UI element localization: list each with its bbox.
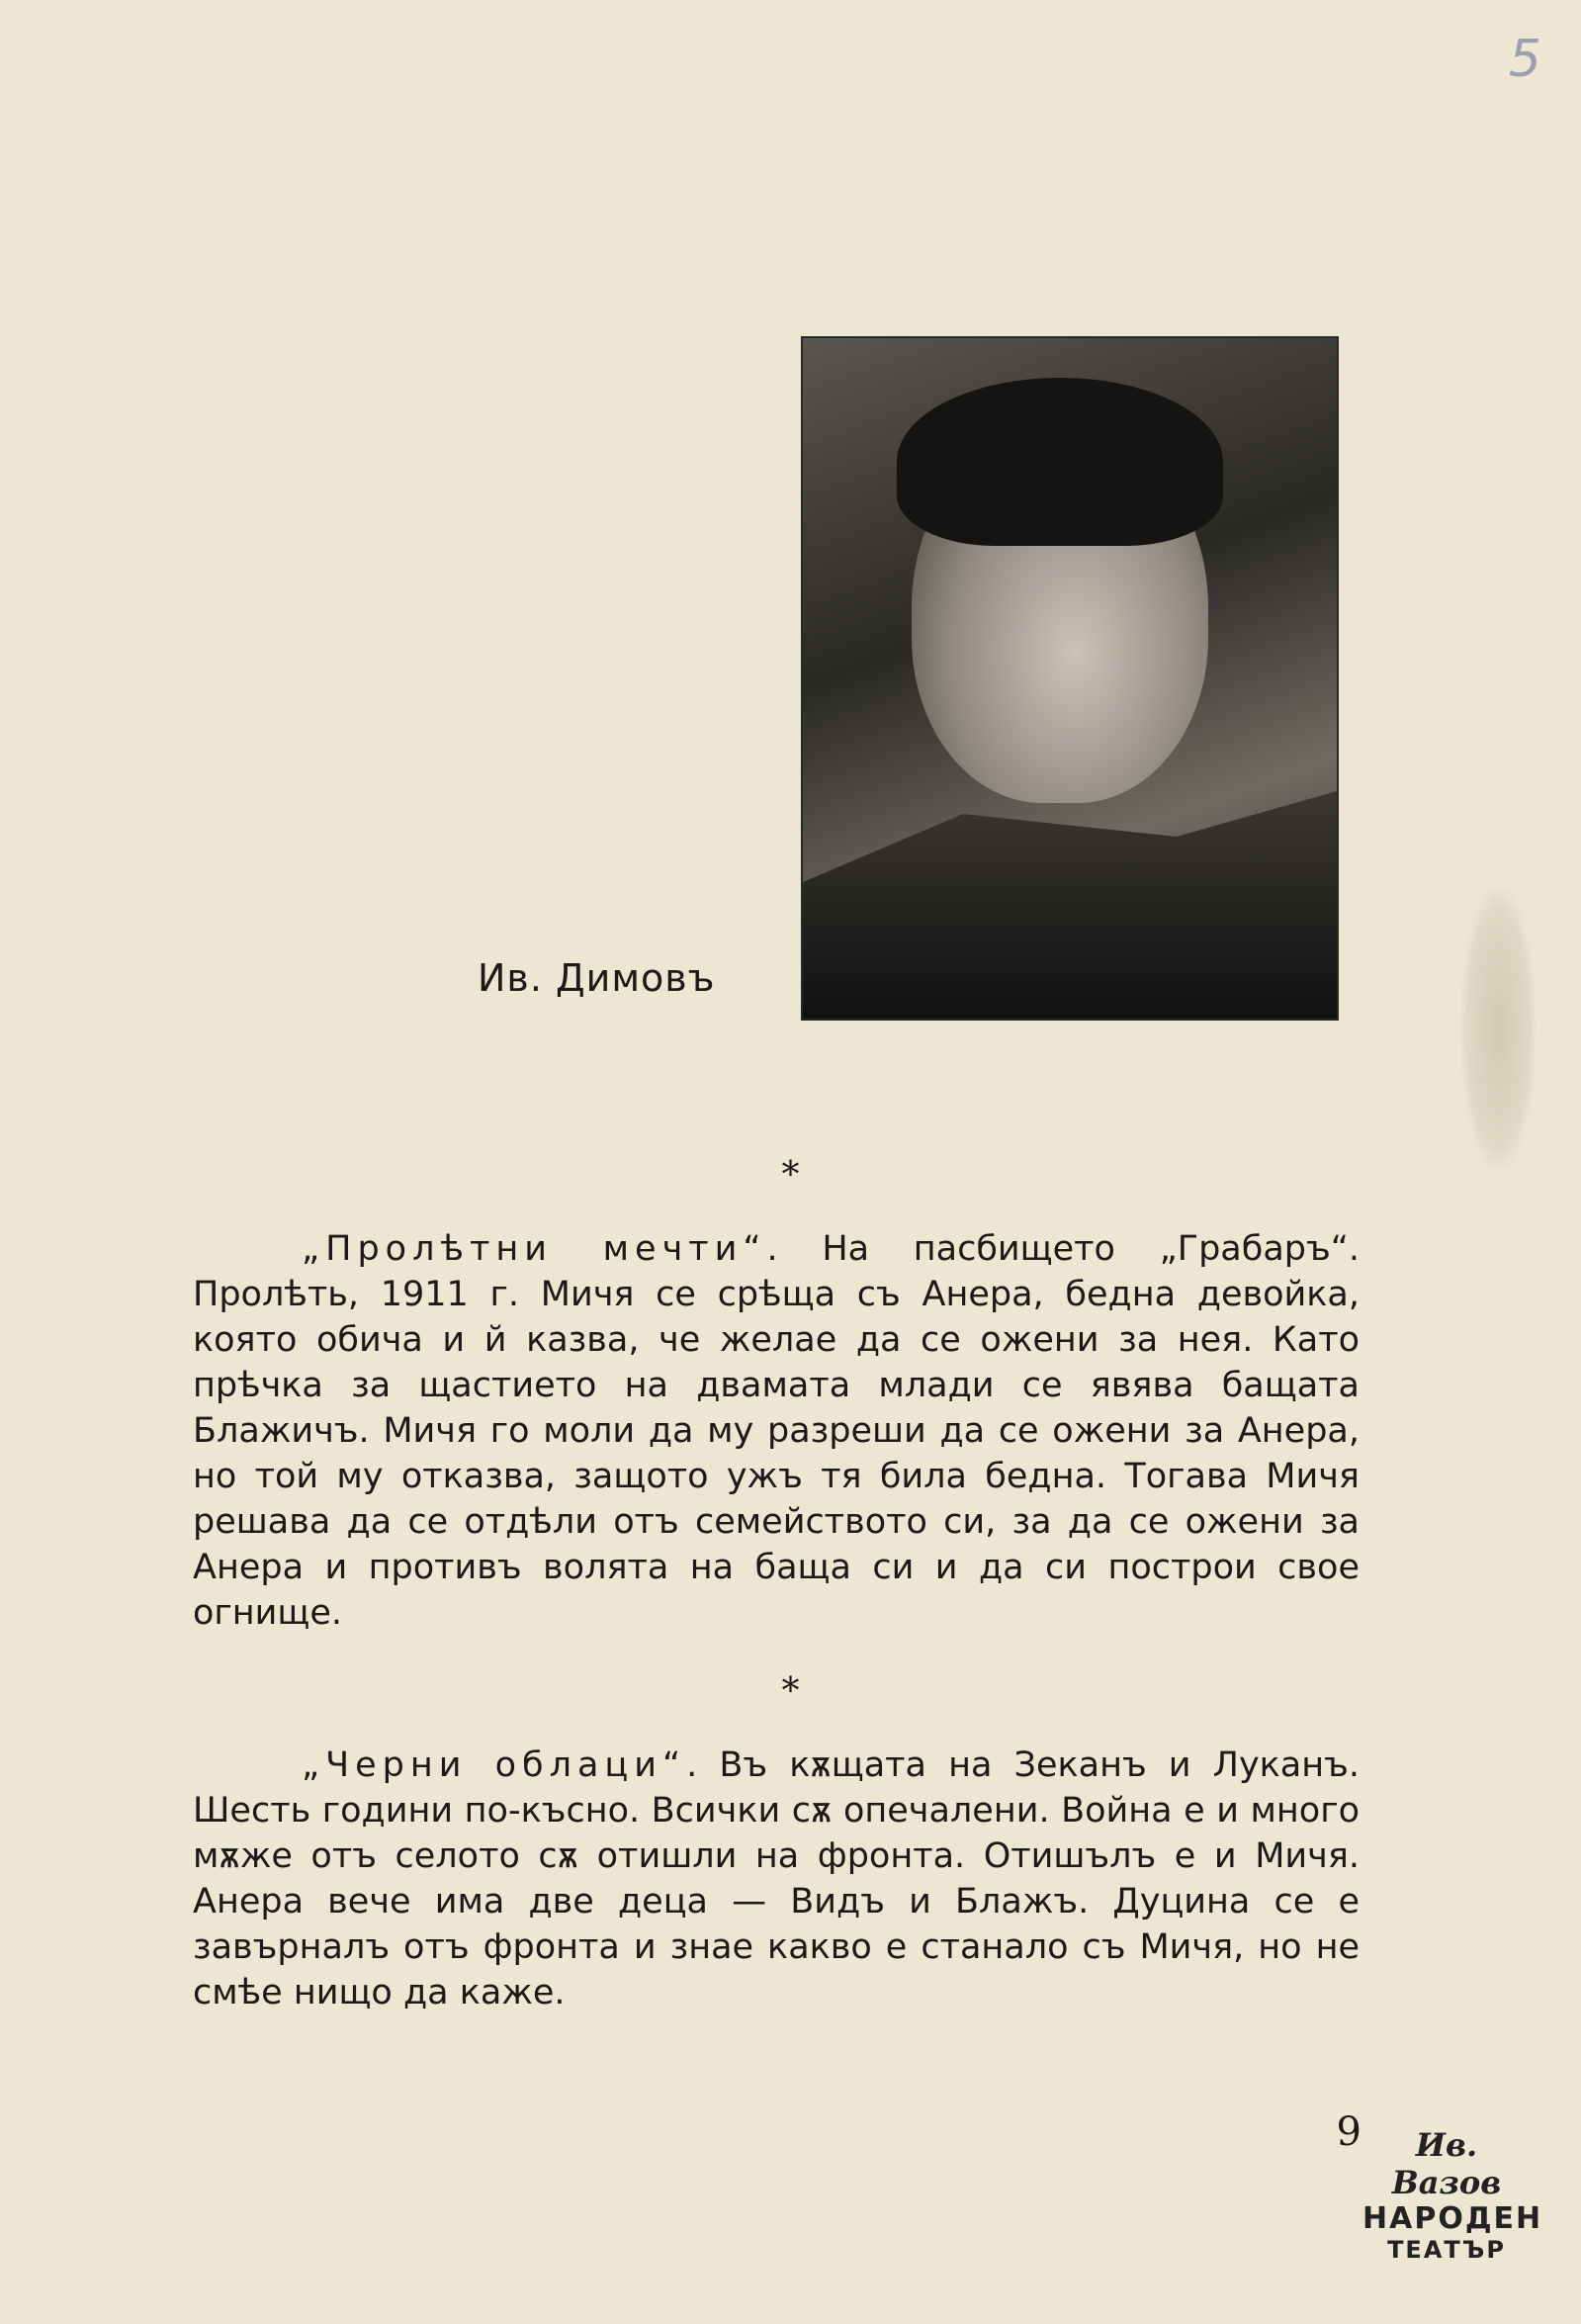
paragraph-1-title: „Пролѣтни мечти“: [302, 1229, 767, 1269]
paragraph-1: [193, 1226, 1360, 1636]
paragraph-2-text: . Въ кѫщата на Зеканъ и Луканъ. Шесть години по-късно. Всички сѫ опечалени. Война е и много мѫже отъ селото сѫ отишли на фронта. Отишълъ е и Мичя. Анера вече има две деца — Видъ и Блажъ. Дуцина се е завърналъ отъ фронта и знае какво е станало съ Мичя, но не смѣе нищо да каже.: [193, 1745, 1360, 2012]
paper-stain: [1461, 890, 1536, 1167]
paragraph-2-title: „Черни облаци“: [302, 1745, 687, 1785]
stamp-signature: Ив. Вазов: [1391, 2126, 1502, 2201]
separator-star-2: *: [781, 1671, 800, 1712]
separator-star-1: *: [781, 1155, 800, 1196]
page-number: 9: [1336, 2109, 1361, 2155]
portrait-photo: [801, 336, 1339, 1021]
national-theatre-stamp: [1362, 2126, 1543, 2264]
paragraph-2: [193, 1743, 1360, 2015]
portrait-coat: [803, 791, 1337, 1019]
paragraph-1-text: . На пасбището „Грабаръ“. Пролѣть, 1911 г. Мичя се срѣща съ Анера, бедна девойка, която обича и й казва, че желае да се ожени за нея. Като прѣчка за щастието на двамата млади се явява бащата Блажичъ. Мичя го моли да му разреши да се ожени за Анера, но той му отказва, защото ужъ тя била бедна. Тогава Мичя решава да се отдѣли отъ семейството си, за да се ожени за Анера и противъ волята на баща си и да си построи свое огнище.: [193, 1229, 1360, 1633]
photo-caption: Ив. Димовъ: [478, 956, 716, 1000]
portrait-hair: [897, 378, 1223, 546]
stamp-line-2: ТЕАТЪР: [1387, 2236, 1506, 2264]
corner-page-mark: 5: [1508, 30, 1541, 89]
stamp-line-1: НАРОДЕН: [1362, 2201, 1543, 2236]
